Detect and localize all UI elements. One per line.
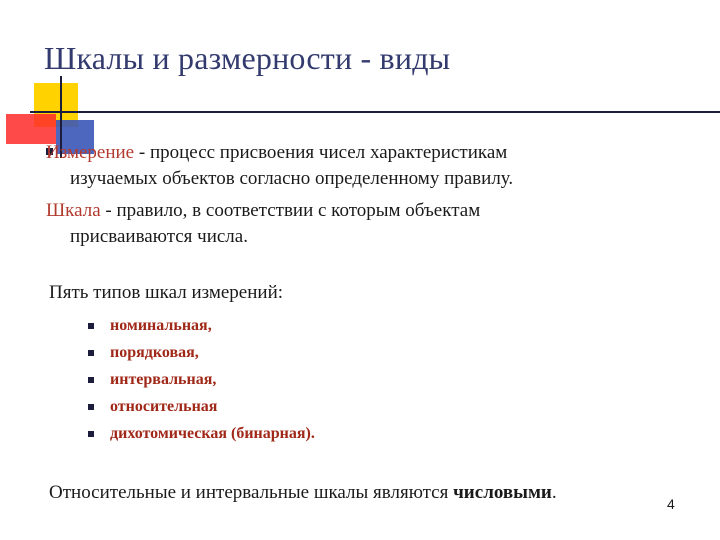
conclusion: Относительные и интервальные шкалы являются числовыми. bbox=[49, 482, 557, 503]
list-item: порядковая, bbox=[88, 342, 315, 369]
scale-types-list bbox=[88, 315, 315, 450]
bullet-icon bbox=[88, 323, 94, 329]
types-heading: Пять типов шкал измерений: bbox=[49, 282, 284, 303]
list-item: относительная bbox=[88, 396, 315, 423]
list-item: интервальная, bbox=[88, 369, 315, 396]
definition-text: - процесс присвоения чисел характеристикам bbox=[134, 142, 508, 163]
list-item: номинальная, bbox=[88, 315, 315, 342]
definition-measurement bbox=[46, 140, 646, 192]
list-item: дихотомическая (бинарная). bbox=[88, 423, 315, 450]
bullet-icon bbox=[88, 377, 94, 383]
slide-title: Шкалы и размерности - виды bbox=[44, 40, 451, 76]
definition-scale bbox=[46, 198, 646, 250]
conclusion-emphasis: числовыми bbox=[453, 482, 552, 503]
page-number: 4 bbox=[667, 496, 675, 512]
bullet-icon bbox=[88, 350, 94, 356]
term-measurement: Измерение bbox=[46, 142, 135, 163]
title-underline bbox=[30, 111, 720, 113]
definition-text: - правило, в соответствии с которым объектам bbox=[100, 200, 481, 221]
bullet-icon bbox=[88, 404, 94, 410]
definition-text-continued: присваиваются числа. bbox=[70, 226, 248, 247]
bullet-icon bbox=[88, 431, 94, 437]
term-scale: Шкала bbox=[46, 200, 101, 221]
definition-text-continued: изучаемых объектов согласно определенному правилу. bbox=[70, 168, 514, 189]
